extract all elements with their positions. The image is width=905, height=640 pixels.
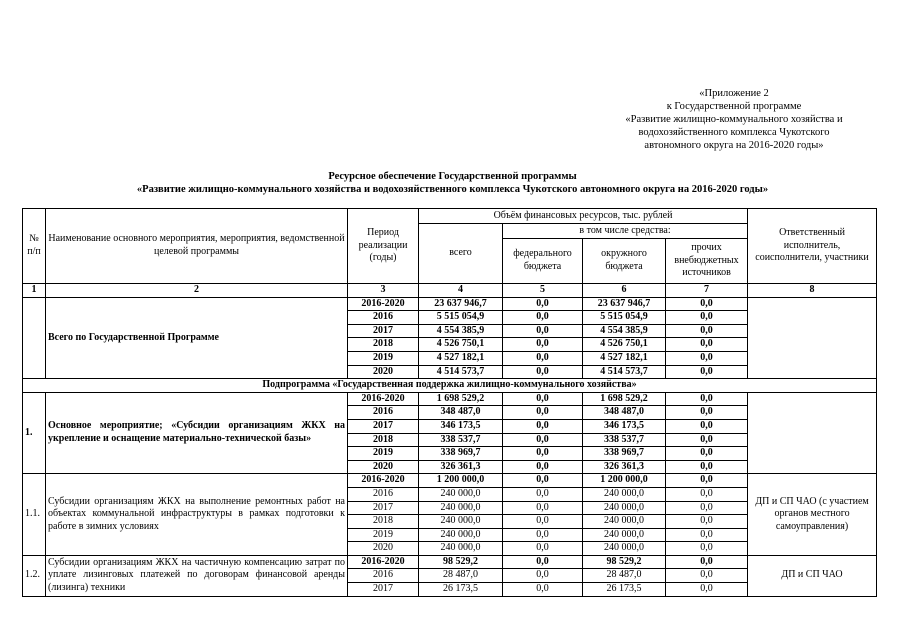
cell-federal: 0,0 (503, 433, 583, 447)
cell-period: 2020 (348, 365, 419, 379)
cell-other: 0,0 (666, 569, 748, 583)
cell-district: 240 000,0 (583, 487, 666, 501)
cell-period: 2019 (348, 351, 419, 365)
cell-federal: 0,0 (503, 311, 583, 325)
cell-federal: 0,0 (503, 392, 583, 406)
document-title-line1: Ресурсное обеспечение Государственной программы (328, 171, 577, 182)
cell-total: 346 173,5 (419, 419, 503, 433)
cell-total: 28 487,0 (419, 569, 503, 583)
table-row (23, 555, 877, 569)
cell-federal: 0,0 (503, 528, 583, 542)
cell-other: 0,0 (666, 583, 748, 597)
cell-total: 240 000,0 (419, 501, 503, 515)
cell-period: 2017 (348, 501, 419, 515)
cell-total: 26 173,5 (419, 583, 503, 597)
activity-number: 1.2. (23, 555, 46, 596)
cell-other: 0,0 (666, 365, 748, 379)
cell-federal: 0,0 (503, 406, 583, 420)
col-number: 8 (748, 284, 877, 298)
cell-district: 23 637 946,7 (583, 297, 666, 311)
header-total: всего (419, 224, 503, 284)
resource-table (22, 208, 877, 597)
cell-federal: 0,0 (503, 487, 583, 501)
cell-other: 0,0 (666, 338, 748, 352)
cell-period: 2016 (348, 406, 419, 420)
cell-district: 4 527 182,1 (583, 351, 666, 365)
col-number: 6 (583, 284, 666, 298)
cell-district: 348 487,0 (583, 406, 666, 420)
cell-district: 326 361,3 (583, 460, 666, 474)
subprogram-title: Подпрограмма «Государственная поддержка жилищно-коммунального хозяйства» (23, 379, 877, 393)
cell-district: 240 000,0 (583, 542, 666, 556)
cell-district: 98 529,2 (583, 555, 666, 569)
cell-federal: 0,0 (503, 338, 583, 352)
cell-period: 2019 (348, 447, 419, 461)
table-row (23, 392, 877, 406)
cell-federal: 0,0 (503, 474, 583, 488)
activity-name: Основное мероприятие; «Субсидии организациям ЖКХ на укрепление и оснащение материально-технической базы» (46, 392, 348, 474)
cell-period: 2018 (348, 338, 419, 352)
cell-federal: 0,0 (503, 515, 583, 529)
cell-other: 0,0 (666, 555, 748, 569)
cell-period: 2017 (348, 419, 419, 433)
header-period: Период реализации (годы) (348, 209, 419, 284)
cell-period: 2017 (348, 324, 419, 338)
subprogram-row (23, 379, 877, 393)
cell-district: 28 487,0 (583, 569, 666, 583)
cell-other: 0,0 (666, 501, 748, 515)
header-federal: федерального бюджета (503, 239, 583, 284)
cell-district: 4 526 750,1 (583, 338, 666, 352)
cell-period: 2016-2020 (348, 297, 419, 311)
cell-period: 2016-2020 (348, 392, 419, 406)
activity-name: Субсидии организациям ЖКХ на выполнение ремонтных работ на объектах коммунальной инфраструктуры в рамках подготовки к работе в зимних условиях (46, 474, 348, 556)
cell-federal: 0,0 (503, 447, 583, 461)
appendix-line: автономного округа на 2016-2020 годы» (644, 140, 824, 151)
cell-other: 0,0 (666, 324, 748, 338)
activity-name: Субсидии организациям ЖКХ на частичную компенсацию затрат по уплате лизинговых платежей по договорам финансовой аренды (лизинга) техники (46, 555, 348, 596)
cell-period: 2019 (348, 528, 419, 542)
cell-period: 2018 (348, 515, 419, 529)
cell-district: 4 514 573,7 (583, 365, 666, 379)
cell-other: 0,0 (666, 460, 748, 474)
cell-period: 2020 (348, 542, 419, 556)
header-row (23, 209, 877, 224)
cell-federal: 0,0 (503, 419, 583, 433)
header-volume: Объём финансовых ресурсов, тыс. рублей (419, 209, 748, 224)
cell-total: 1 200 000,0 (419, 474, 503, 488)
header-other: прочих внебюджетных источников (666, 239, 748, 284)
cell-total: 1 698 529,2 (419, 392, 503, 406)
cell-other: 0,0 (666, 515, 748, 529)
cell-other: 0,0 (666, 474, 748, 488)
header-including: в том числе средства: (503, 224, 748, 239)
cell-period: 2020 (348, 460, 419, 474)
cell-period: 2017 (348, 583, 419, 597)
cell-period: 2018 (348, 433, 419, 447)
column-numbers-row (23, 284, 877, 298)
cell-district: 4 554 385,9 (583, 324, 666, 338)
cell-total: 338 537,7 (419, 433, 503, 447)
col-number: 3 (348, 284, 419, 298)
cell-federal: 0,0 (503, 569, 583, 583)
activity-number: 1.1. (23, 474, 46, 556)
header-name: Наименование основного мероприятия, мероприятия, ведомственной целевой программы (46, 209, 348, 284)
cell-total: 240 000,0 (419, 487, 503, 501)
cell-total: 240 000,0 (419, 542, 503, 556)
document-title-line2: «Развитие жилищно-коммунального хозяйства и водохозяйственного комплекса Чукотского автономного округа на 2016-2020 годы» (136, 184, 769, 195)
cell-other: 0,0 (666, 528, 748, 542)
header-responsible: Ответственный исполнитель, соисполнители, участники (748, 209, 877, 284)
cell-federal: 0,0 (503, 297, 583, 311)
cell-district: 5 515 054,9 (583, 311, 666, 325)
table-row (23, 297, 877, 311)
cell-federal: 0,0 (503, 583, 583, 597)
cell-federal: 0,0 (503, 324, 583, 338)
cell-total: 326 361,3 (419, 460, 503, 474)
appendix-line: «Развитие жилищно-коммунального хозяйства и (625, 114, 843, 125)
appendix-line: водохозяйственного комплекса Чукотского (638, 127, 830, 138)
col-number: 1 (23, 284, 46, 298)
total-block-name: Всего по Государственной Программе (46, 297, 348, 379)
cell-period: 2016 (348, 311, 419, 325)
cell-federal: 0,0 (503, 555, 583, 569)
cell-period: 2016 (348, 569, 419, 583)
col-number: 4 (419, 284, 503, 298)
cell-district: 240 000,0 (583, 501, 666, 515)
cell-federal: 0,0 (503, 365, 583, 379)
cell-total: 23 637 946,7 (419, 297, 503, 311)
cell-district: 338 537,7 (583, 433, 666, 447)
cell-total: 240 000,0 (419, 515, 503, 529)
cell-total: 348 487,0 (419, 406, 503, 420)
cell-federal: 0,0 (503, 542, 583, 556)
cell-district: 1 200 000,0 (583, 474, 666, 488)
responsible-cell: ДП и СП ЧАО (с участием органов местного самоуправления) (748, 474, 877, 556)
cell-total: 4 527 182,1 (419, 351, 503, 365)
cell-total: 98 529,2 (419, 555, 503, 569)
cell-total: 240 000,0 (419, 528, 503, 542)
cell-district: 240 000,0 (583, 528, 666, 542)
cell-district: 338 969,7 (583, 447, 666, 461)
cell-district: 1 698 529,2 (583, 392, 666, 406)
cell-other: 0,0 (666, 447, 748, 461)
cell-total: 338 969,7 (419, 447, 503, 461)
cell-other: 0,0 (666, 487, 748, 501)
cell-other: 0,0 (666, 311, 748, 325)
activity-number: 1. (23, 392, 46, 474)
appendix-line: к Государственной программе (666, 101, 802, 112)
table-row (23, 474, 877, 488)
cell-other: 0,0 (666, 392, 748, 406)
responsible-cell: ДП и СП ЧАО (748, 555, 877, 596)
cell-other: 0,0 (666, 433, 748, 447)
cell-period: 2016-2020 (348, 555, 419, 569)
cell-total: 4 554 385,9 (419, 324, 503, 338)
cell-total: 4 526 750,1 (419, 338, 503, 352)
cell-federal: 0,0 (503, 460, 583, 474)
cell-district: 26 173,5 (583, 583, 666, 597)
header-district: окружного бюджета (583, 239, 666, 284)
cell-other: 0,0 (666, 297, 748, 311)
col-number: 7 (666, 284, 748, 298)
cell-other: 0,0 (666, 419, 748, 433)
col-number: 2 (46, 284, 348, 298)
cell-period: 2016-2020 (348, 474, 419, 488)
appendix-caption (575, 87, 893, 152)
cell-other: 0,0 (666, 351, 748, 365)
col-number: 5 (503, 284, 583, 298)
cell-district: 240 000,0 (583, 515, 666, 529)
cell-district: 346 173,5 (583, 419, 666, 433)
cell-total: 4 514 573,7 (419, 365, 503, 379)
cell-federal: 0,0 (503, 501, 583, 515)
cell-other: 0,0 (666, 406, 748, 420)
appendix-line: «Приложение 2 (699, 88, 769, 99)
header-num: № п/п (23, 209, 46, 284)
cell-total: 5 515 054,9 (419, 311, 503, 325)
cell-other: 0,0 (666, 542, 748, 556)
cell-period: 2016 (348, 487, 419, 501)
cell-federal: 0,0 (503, 351, 583, 365)
